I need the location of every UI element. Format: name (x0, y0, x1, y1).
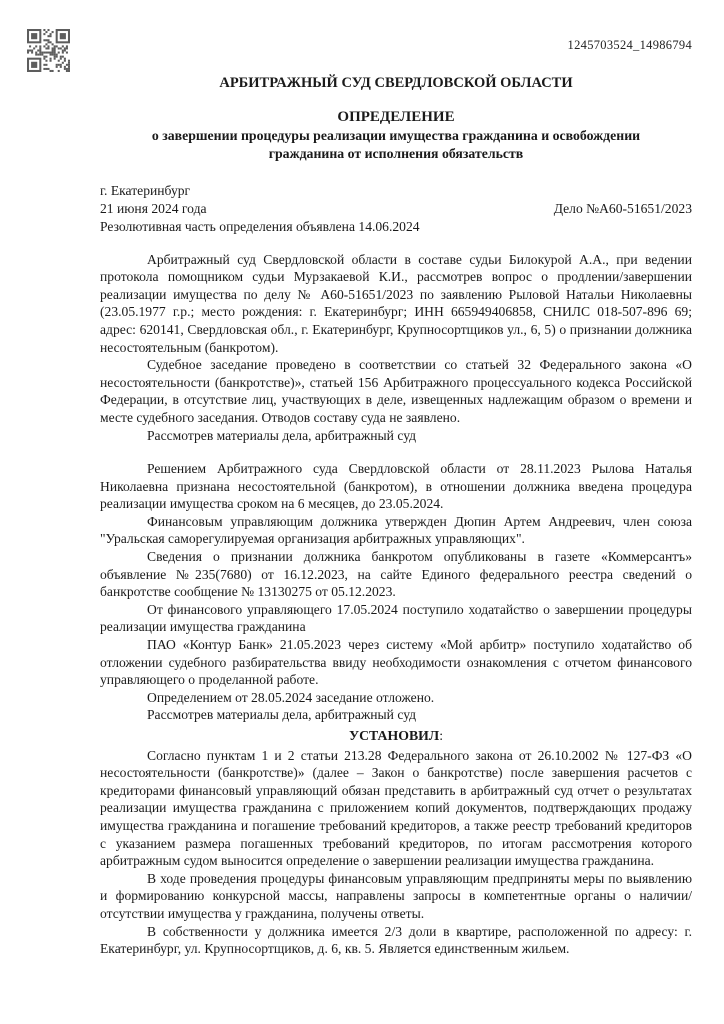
date-case-row (100, 200, 692, 218)
paragraph: Арбитражный суд Свердловской области в составе судьи Билокурой А.А., при ведении протокола помощником судьи Мурзакаевой К.И., рассмотрев вопрос о продлении/завершении реализации имущества по делу № А60-51651/2023 по заявлению Рыловой Натальи Николаевны (23.05.1977 г.р.; место рождения: г. Екатеринбург; ИНН 665949406858, СНИЛС 018-507-896 69; адрес: 620141, Свердловская обл., г. Екатеринбург, Крупносортщиков ул., 6, 5) о признании должника несостоятельным (банкротом). (100, 251, 692, 355)
paragraph: Сведения о признании должника банкротом опубликованы в газете «Коммерсантъ» объявление №235(7680) от 16.12.2023, на сайте Единого федерального реестра сведений о банкротстве сообщение № 13130275 от 05.12.2023. (100, 549, 692, 600)
paragraph: От финансового управляющего 17.05.2024 поступило ходатайство о завершении процедуры реализации имущества гражданина (100, 601, 692, 635)
established-block (100, 747, 692, 958)
case-number: Дело №А60-51651/2023 (553, 200, 692, 216)
paragraph: В ходе проведения процедуры финансовым управляющим предприняты меры по выявлению и формированию конкурсной массы, направлены запросы в компетентные органы о наличии/отсутствии имущества у гражданина, получены ответы. (100, 870, 692, 921)
paragraph: Рассмотрев материалы дела, арбитражный суд (147, 427, 417, 443)
document-id: 1245703524_14986794 (567, 38, 692, 52)
document-type-heading: ОПРЕДЕЛЕНИЕ (337, 109, 455, 125)
established-heading (100, 727, 692, 745)
document-body (100, 251, 692, 958)
paragraph: Согласно пунктам 1 и 2 статьи 213.28 Федерального закона от 26.10.2002 № 127-ФЗ «О несостоятельности (банкротстве)» (далее – Закон о банкротстве) после завершения расчетов с кредиторами финансовый управляющий обязан представить в арбитражный суд отчет о результатах реализации имущества гражданина с приложением копий документов, подтверждающих продажу имущества гражданина и погашение требований кредиторов, а также реестр требований кредиторов с указанием размера погашенных требований кредиторов, по итогам рассмотрения которого арбитражным судом выносится определение о завершении реализации имущества гражданина. (100, 747, 692, 869)
document-subtitle: о завершении процедуры реализации имущества гражданина и освобождении гражданина от исполнения обязательств (151, 128, 641, 161)
intro-block (100, 251, 692, 445)
court-name-heading: АРБИТРАЖНЫЙ СУД СВЕРДЛОВСКОЙ ОБЛАСТИ (219, 75, 573, 91)
established-heading-colon: : (439, 728, 444, 744)
paragraph: Финансовым управляющим должника утвержден Дюпин Артем Андреевич, член союза "Уральская саморегулируемая организация арбитражных управляющих". (100, 513, 692, 547)
paragraph: Решением Арбитражного суда Свердловской области от 28.11.2023 Рылова Наталья Николаевна признана несостоятельной (банкротом), в отношении должника введена процедура реализации имущества сроком на 6 месяцев, до 23.05.2024. (100, 461, 692, 512)
established-heading-word: УСТАНОВИЛ (348, 728, 440, 744)
resolution-note: Резолютивная часть определения объявлена 14.06.2024 (100, 218, 420, 234)
qr-code-icon (27, 29, 70, 72)
case-meta-block (100, 182, 692, 235)
city-line: г. Екатеринбург (100, 183, 191, 199)
paragraph: Определением от 28.05.2024 заседание отложено. (147, 689, 435, 705)
decision-date: 21 июня 2024 года (100, 200, 207, 216)
facts-block (100, 460, 692, 724)
paragraph: В собственности у должника имеется 2/3 доли в квартире, расположенной по адресу: г. Екатеринбург, ул. Крупносортщиков, д. 6, кв. 5. Является единственным жильем. (100, 923, 692, 957)
paragraph: Рассмотрев материалы дела, арбитражный суд (147, 707, 417, 723)
paragraph: Судебное заседание проведено в соответствии со статьей 32 Федерального закона «О несостоятельности (банкротстве)», статьей 156 Арбитражного процессуального кодекса Российской Федерации, в отсутствие лиц, участвующих в деле, извещенных надлежащим образом о времени и месте судебного заседания. Отводов составу суда не заявлено. (100, 357, 692, 425)
paragraph: ПАО «Контур Банк» 21.05.2023 через систему «Мой арбитр» поступило ходатайство об отложении судебного разбирательства ввиду необходимости ознакомления с отчетом финансового управляющего о проделанной работе. (100, 637, 692, 688)
